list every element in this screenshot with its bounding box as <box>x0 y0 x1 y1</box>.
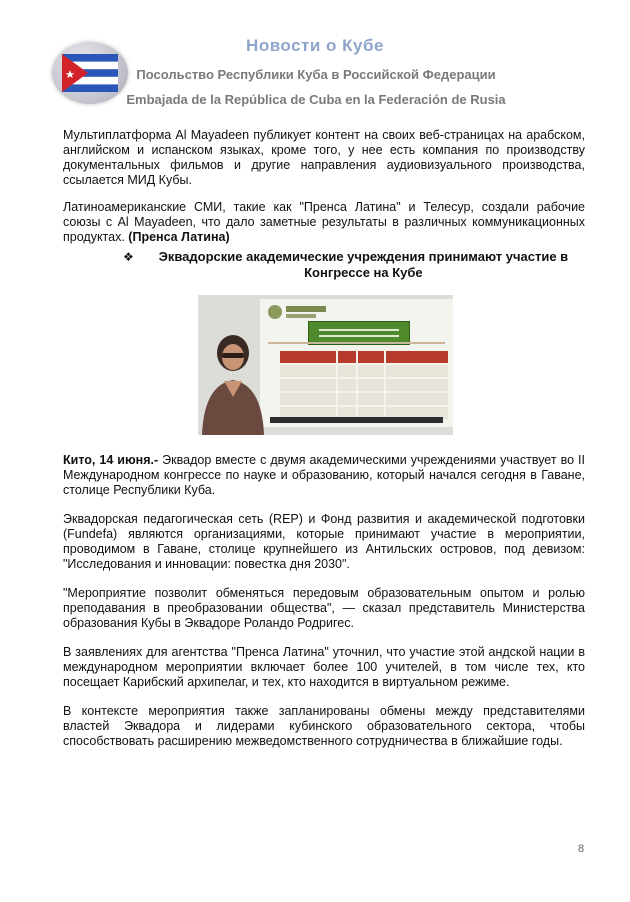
article2-headline-text: Эквадорские академические учреждения принимают участие в Конгрессе на Кубе <box>158 249 569 280</box>
page-content <box>63 128 585 749</box>
article2-headline <box>63 249 585 281</box>
congress-logo-icon <box>268 305 282 319</box>
article1-source: (Пренса Латина) <box>128 230 230 244</box>
slide-table <box>280 351 450 421</box>
article1-paragraph-1: Мультиплатформа Al Mayadeen публикует контент на своих веб-страницах на арабском, английском и испанском языках, кроме того, у нее есть компания по производству документальных фильмов и другие направления аудиовизуального производства, ссылается МИД Кубы. <box>63 128 585 187</box>
video-conference-photo <box>198 295 453 435</box>
embassy-name-es: Embajada de la República de Cuba en la Federación de Rusia <box>126 92 506 107</box>
diamond-bullet-icon: ❖ <box>123 250 134 264</box>
article1-paragraph-2 <box>63 200 585 245</box>
article1-paragraph-2-text: Латиноамериканские СМИ, такие как "Пренса Латина" и Телесур, создали рабочие союзы с Al Mayadeen, что дало заметные результаты в различных коммуникационных продуктах. <box>63 200 585 244</box>
article2-dateline: Кито, 14 июня.- <box>63 453 159 467</box>
site-title: Новости о Кубе <box>246 36 384 55</box>
embassy-name-ru: Посольство Республики Куба в Российской Федерации <box>136 67 496 82</box>
page-number: 8 <box>578 843 585 855</box>
article2-paragraph-2: Эквадорская педагогическая сеть (REP) и Фонд развития и академической подготовки (Fundefa) являются организациями, которые принимают участие в мероприятии, проводимом в Гаване, столице крупнейшего из Антильских островов, под девизом: "Исследования и инновации: повестка дня 2030". <box>63 512 585 571</box>
article2-paragraph-3: "Мероприятие позволит обменяться передовым образовательным опытом и ролью преподавания в преобразовании общества", — сказал представитель Министерства образования Кубы в Эквадоре Роландо Родригес. <box>63 586 585 630</box>
article2-paragraph-1-text: Эквадор вместе с двумя академическими учреждениями участвует во II Международном конгрессе по науке и образованию, который начался сегодня в Гаване, столице Республики Куба. <box>63 453 585 497</box>
speaker-person-icon <box>198 325 268 435</box>
article2-paragraph-5: В контексте мероприятия также запланированы обмены между представителями властей Эквадора и лидерами кубинского образовательного сектора, чтобы способствовать расширению межведомственного сотрудничества в ближайшие годы. <box>63 704 585 748</box>
page-header <box>0 0 630 120</box>
presentation-slide <box>260 299 453 427</box>
article2-paragraph-4: В заявлениях для агентства "Пренса Латина" уточнил, что участие этой андской нации в международном мероприятии включает более 100 учителей, в том числе тех, кто посещает Карибский архипелаг, и тех, кто находится в виртуальном режиме. <box>63 645 585 689</box>
article2-paragraph-1 <box>63 453 585 498</box>
